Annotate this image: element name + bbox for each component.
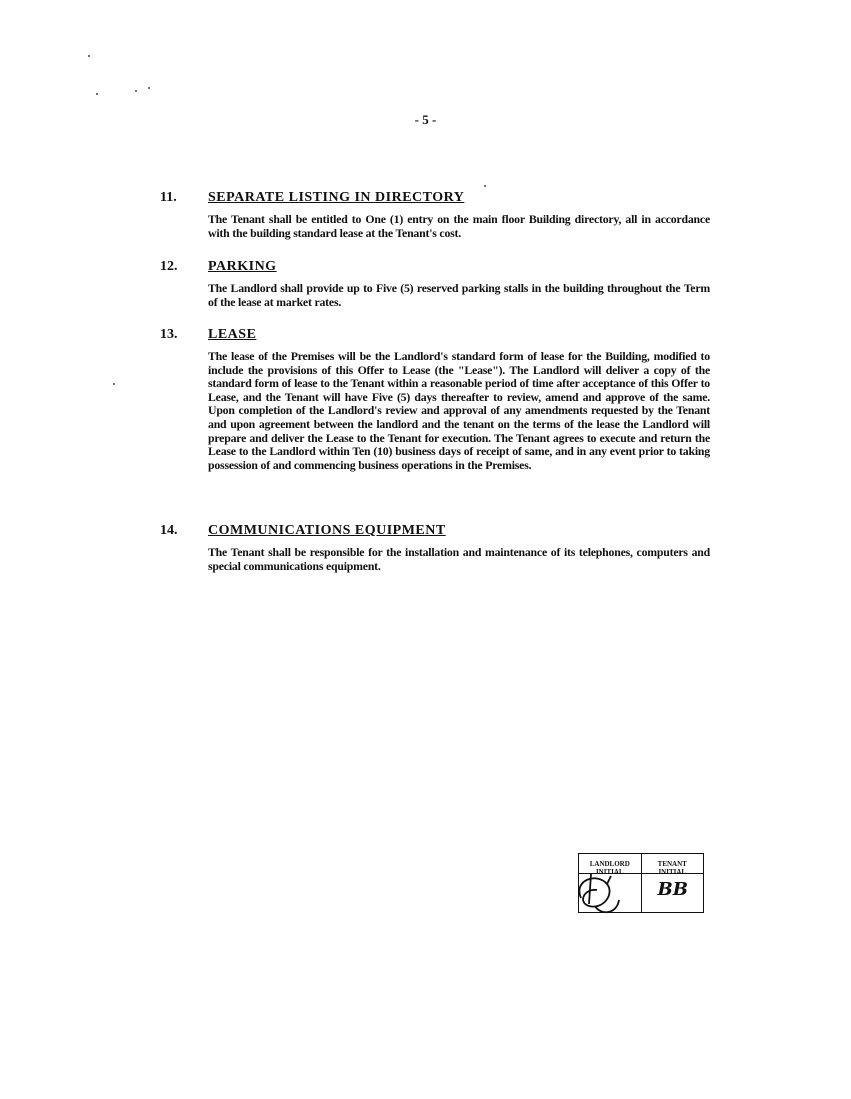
scan-speck	[135, 90, 137, 92]
section-body: The lease of the Premises will be the Landlord's standard form of lease for the Building, modified to include the provisions of this Offer to Lease (the "Lease"). The Landlord will deliver a copy of the standard form of lease to the Tenant within a reasonable period of time after acceptance of this Offer to Lease, and the Tenant will have Five (5) days thereafter to review, amend and approve of the same. Upon completion of the Landlord's review and approval of any amendments requested by the Tenant and upon agreement between the landlord and the tenant on the terms of the lease the Landlord will prepare and deliver the Lease to the Tenant for execution. The Tenant agrees to execute and return the Lease to the Landlord within Ten (10) business days of receipt of same, and in any event prior to taking possession of and commencing business operations in the Premises.	[208, 349, 710, 472]
scan-speck	[96, 93, 98, 95]
tenant-signature-area	[642, 874, 704, 912]
section-title: LEASE	[208, 327, 257, 342]
section-title: PARKING	[208, 259, 277, 274]
initials-box	[578, 853, 704, 913]
initial-label: INITIAL	[595, 868, 624, 876]
section-body: The Landlord shall provide up to Five (5) reserved parking stalls in the building throughout the Term of the lease at market rates.	[208, 281, 710, 309]
section-13	[160, 327, 710, 472]
section-title: COMMUNICATIONS EQUIPMENT	[208, 523, 446, 538]
section-11	[160, 190, 710, 240]
scan-speck	[88, 55, 90, 57]
landlord-signature-area	[579, 874, 641, 912]
landlord-initial-cell	[579, 854, 641, 912]
section-12	[160, 259, 710, 309]
landlord-signature-scribble	[567, 870, 637, 920]
section-body: The Tenant shall be responsible for the installation and maintenance of its telephones, computers and special communications equipment.	[208, 545, 710, 573]
tenant-signature: BB	[657, 879, 688, 900]
section-title: SEPARATE LISTING IN DIRECTORY	[208, 190, 465, 205]
section-body: The Tenant shall be entitled to One (1) entry on the main floor Building directory, all in accordance with the building standard lease at the Tenant's cost.	[208, 212, 710, 240]
tenant-label: TENANT	[657, 860, 687, 868]
section-number: 13.	[160, 327, 178, 342]
tenant-initial-cell	[641, 854, 704, 912]
section-14	[160, 523, 710, 573]
section-number: 12.	[160, 259, 178, 274]
scan-speck	[113, 383, 115, 385]
initial-label: INITIAL	[658, 868, 687, 876]
section-number: 11.	[160, 190, 177, 205]
page-number: - 5 -	[414, 112, 437, 127]
scan-speck	[148, 87, 150, 89]
landlord-label: LANDLORD	[589, 860, 630, 868]
scan-speck	[484, 185, 486, 187]
section-number: 14.	[160, 523, 178, 538]
